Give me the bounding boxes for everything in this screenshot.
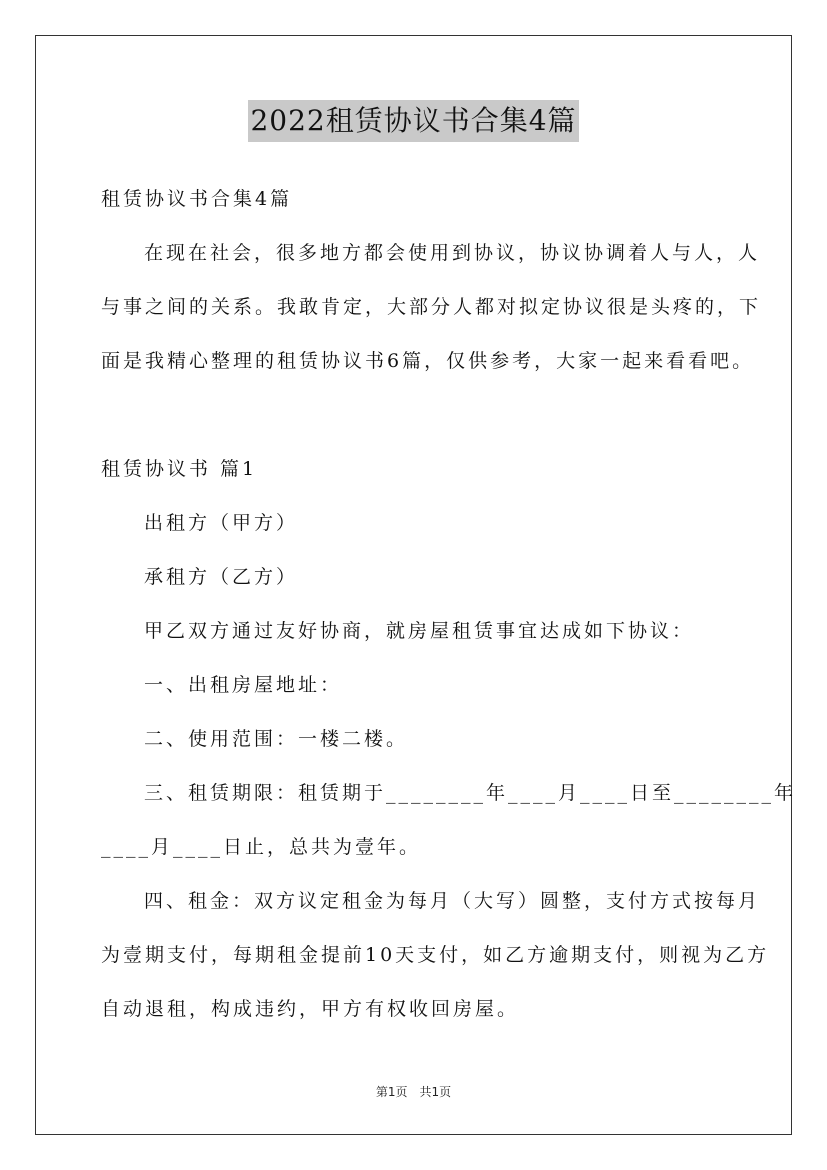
lessor-line: 出租方（甲方） [144,512,299,534]
clause-1: 一、出租房屋地址： [144,674,343,696]
clause-4-line-1: 四、租金：双方议定租金为每月（大写）圆整，支付方式按每月 [144,890,761,912]
clause-4-line-2: 为壹期支付，每期租金提前10天支付，如乙方逾期支付，则视为乙方 [101,944,770,966]
page-footer [0,1083,827,1101]
page-number-total: 共1页 [419,1085,452,1099]
clause-3-line-2: ____月____日止，总共为壹年。 [101,836,422,858]
paragraph-spacer [101,388,731,442]
clause-3-line-1: 三、租赁期限：租赁期于________年____月____日至________年 [144,782,797,804]
document-subtitle: 租赁协议书合集4篇 [101,188,293,210]
page-number-current: 第1页 [375,1085,408,1099]
intro-line-1: 在现在社会，很多地方都会使用到协议，协议协调着人与人，人 [144,242,761,264]
clause-4-line-3: 自动退租，构成违约，甲方有权收回房屋。 [101,998,520,1020]
section-heading: 租赁协议书 篇1 [101,458,258,480]
title-container [0,100,827,142]
intro-line-3: 面是我精心整理的租赁协议书6篇，仅供参考，大家一起来看看吧。 [101,350,755,372]
document-title: 2022租赁协议书合集4篇 [248,100,578,142]
agreement-intro: 甲乙双方通过友好协商，就房屋租赁事宜达成如下协议： [144,620,695,642]
intro-line-2: 与事之间的关系。我敢肯定，大部分人都对拟定协议很是头疼的，下 [101,296,762,318]
lessee-line: 承租方（乙方） [144,566,299,588]
document-body [101,172,797,1036]
clause-2: 二、使用范围：一楼二楼。 [144,728,409,750]
